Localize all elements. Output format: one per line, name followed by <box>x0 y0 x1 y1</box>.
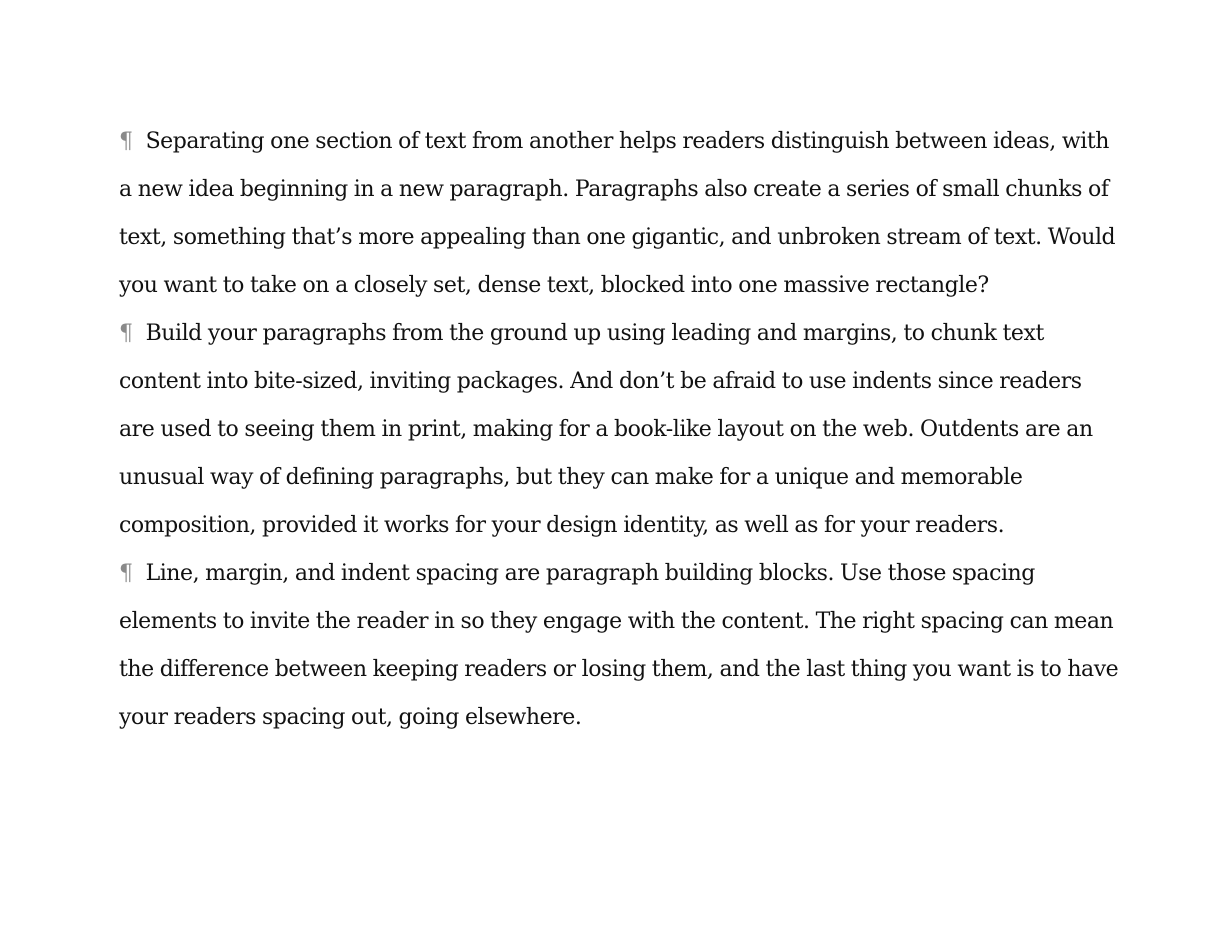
pilcrow-icon: ¶ <box>119 321 133 346</box>
paragraph-1 <box>119 118 1119 310</box>
paragraph-text: Separating one section of text from another helps readers distinguish between ideas, with a new idea beginning in a new paragraph. Paragraphs also create a series of small chunks of text, something that’s more appealing than one gigantic, and unbroken stream of text. Would you want to take on a closely set, dense text, blocked into one massive rectangle? <box>119 129 1116 298</box>
pilcrow-icon: ¶ <box>119 129 133 154</box>
document-body <box>119 118 1119 742</box>
paragraph-text: Build your paragraphs from the ground up using leading and margins, to chunk text content into bite-sized, inviting packages. And don’t be afraid to use indents since readers are used to seeing them in print, making for a book-like layout on the web. Outdents are an unusual way of defining paragraphs, but they can make for a unique and memorable composition, provided it works for your design identity, as well as for your readers. <box>119 321 1093 538</box>
paragraph-2 <box>119 310 1119 550</box>
paragraph-3 <box>119 550 1119 742</box>
pilcrow-icon: ¶ <box>119 561 133 586</box>
paragraph-text: Line, margin, and indent spacing are paragraph building blocks. Use those spacing elements to invite the reader in so they engage with the content. The right spacing can mean the difference between keeping readers or losing them, and the last thing you want is to have your readers spacing out, going elsewhere. <box>119 561 1119 730</box>
